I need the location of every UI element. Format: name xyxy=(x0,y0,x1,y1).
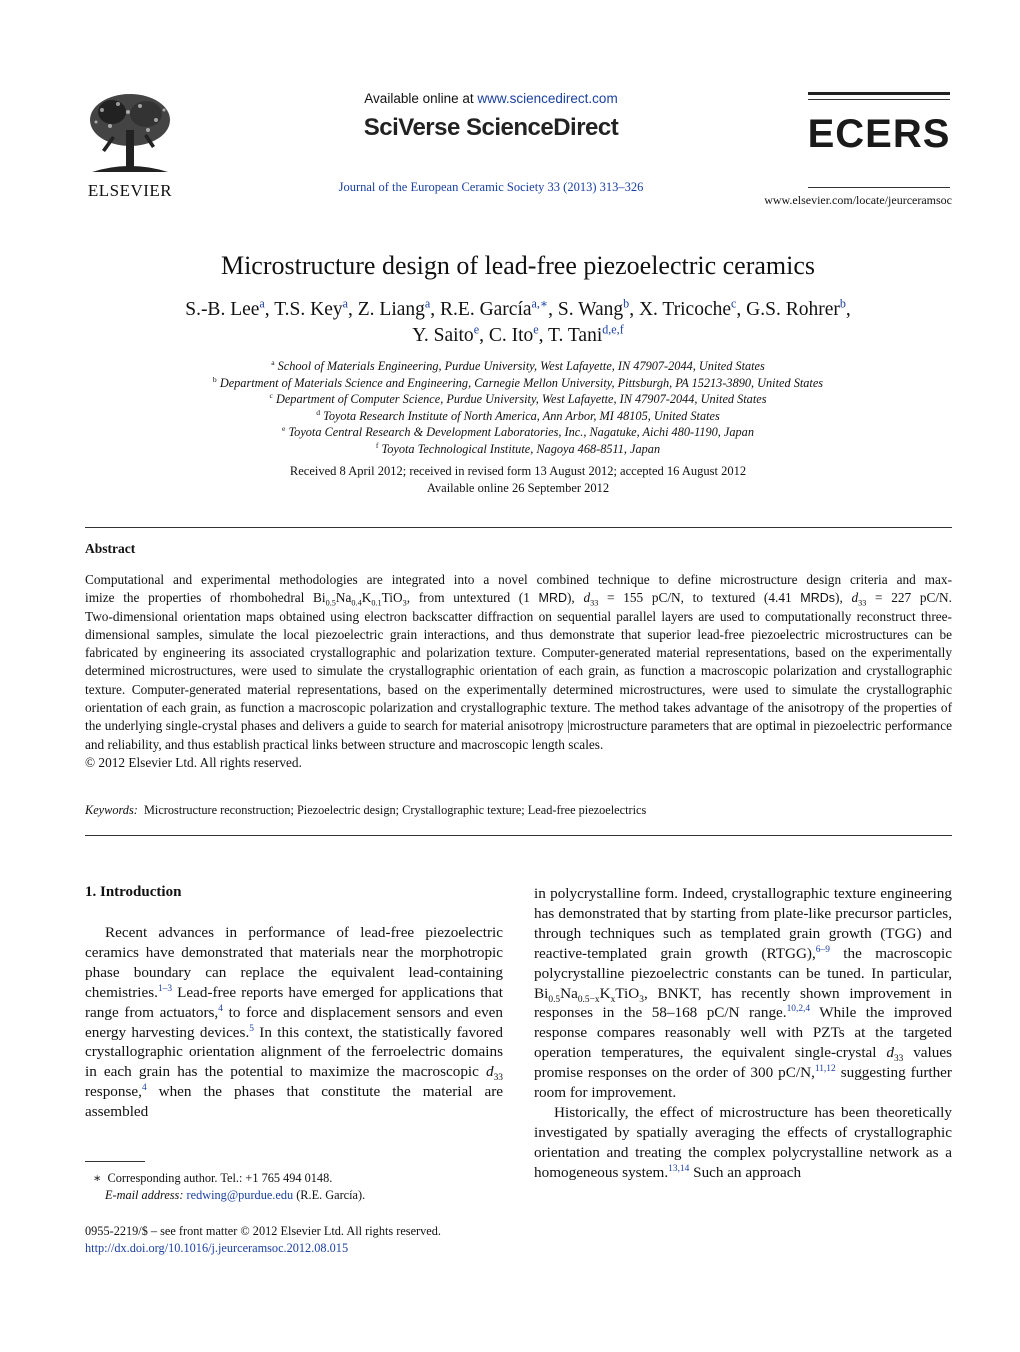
author: G.S. Rohrer$^b$, xyxy=(746,296,851,320)
affiliation: $^f$ Toyota Technological Institute, Nagoya 468-8511, Japan xyxy=(375,440,661,456)
citation-link[interactable]: 11,12 xyxy=(814,1064,836,1075)
author: T. Tani$^{d,e,f}$ xyxy=(548,322,624,346)
citation-link[interactable]: 4 xyxy=(141,1083,147,1094)
issn-line: 0955-2219/$ – see front matter © 2012 Elsevier Ltd. All rights reserved. xyxy=(85,1224,441,1238)
abstract-top-rule xyxy=(85,527,952,528)
available-online-date: Available online 26 September 2012 xyxy=(426,481,610,495)
ecers-logo: ECERS xyxy=(807,112,951,156)
author: C. Ito$^e$, xyxy=(488,322,544,346)
citation-link[interactable]: 10,2,4 xyxy=(786,1004,811,1015)
author: Y. Saito$^e$, xyxy=(412,322,484,346)
journal-url[interactable]: www.elsevier.com/locate/jeurceramsoc xyxy=(764,193,952,207)
keywords-text: Microstructure reconstruction; Piezoelectric design; Crystallographic texture; Lead-free piezoelectrics xyxy=(143,803,647,817)
affiliations xyxy=(60,358,976,458)
keywords-label: Keywords: xyxy=(85,803,138,817)
intro-paragraph-1: Recent advances in performance of lead-free piezoelectric ceramics have demonstrated that materials near the morphotropic phase boundary can replace the equivalent lead-containing chemistries.$^{1-3}$ Lead-free reports have emerged for applications that range from actuators,$^4$ to force and displacement sensors and even energy harvesting devices.$^5$ In this context, the statistically favored crystallographic orientation alignment of the ferroelectric domains in each grain has the potential to maximize the macroscopic $d_{33}$ response,$^4$ when the phases that constitute the material are assembled xyxy=(85,924,503,1121)
intro-heading: 1. Introduction xyxy=(85,884,182,900)
author: X. Tricoche$^c$, xyxy=(638,296,742,320)
available-prefix: Available online at xyxy=(364,91,478,106)
sciencedirect-link[interactable]: www.sciencedirect.com xyxy=(477,91,618,106)
affiliation: $^c$ Department of Computer Science, Purdue University, West Lafayette, IN 47907-2044, United States xyxy=(269,391,767,407)
author: S.-B. Lee$^a$, xyxy=(185,296,270,320)
journal-ref-link[interactable]: Journal of the European Ceramic Society 33 (2013) 313–326 xyxy=(338,180,644,194)
intro-left-column xyxy=(85,923,503,1128)
affiliation: $^a$ School of Materials Engineering, Purdue University, West Lafayette, IN 47907-2044, United States xyxy=(271,357,765,373)
abstract-paragraph: Two-dimensional orientation maps obtained using electron backscatter diffraction on sequential parallel layers are used to computationally reconstruct three-dimensional samples, simulate the local piezoelectric grain interactions, and thus demonstrate that superior lead-free piezoelectric microstructures can be fabricated by engineering its associated crystallographic and polarization texture. Computer-generated material representations, based on the experimentally determined microstructures, were used to simulate the crystallographic orientation of each grain, as function a macroscopic polarization and crystallographic texture. Computer-generated material representations, based on the experimentally determined microstructures, were used to simulate the crystallographic orientation of each grain, as function a macroscopic polarization and crystallographic texture. The method takes advantage of the anisotropy of the properties of the underlying single-crystal phases and delivers a guide to search for material anisotropy |microstructure parameters that are optimal in piezoelectric performance and reliability, and thus establish practical links between structure and macroscopic length scales. xyxy=(85,608,952,752)
affiliation: $^b$ Department of Materials Science and Engineering, Carnegie Mellon University, Pittsburgh, PA 15213-3890, United States xyxy=(212,374,824,390)
history-dates xyxy=(0,463,1020,497)
author-list xyxy=(100,297,936,349)
citation-link[interactable]: 1–3 xyxy=(157,983,173,994)
footnote xyxy=(93,1170,365,1203)
copyright: © 2012 Elsevier Ltd. All rights reserved. xyxy=(85,754,302,770)
affiliation: $^d$ Toyota Research Institute of North America, Ann Arbor, MI 48105, United States xyxy=(316,407,720,423)
abstract-bottom-rule xyxy=(85,835,952,836)
author: T.S. Key$^a$, xyxy=(274,296,353,320)
author: Z. Liang$^a$, xyxy=(357,296,436,320)
doi-link[interactable]: http://dx.doi.org/10.1016/j.jeurceramsoc.2012.08.015 xyxy=(85,1240,349,1255)
abstract-body xyxy=(85,571,952,772)
citation-link[interactable]: 5 xyxy=(249,1023,254,1034)
citation-link[interactable]: 4 xyxy=(218,1003,223,1014)
email-line: E-mail address: redwing@purdue.edu (R.E. García). xyxy=(105,1187,366,1202)
publisher-name: ELSEVIER xyxy=(87,181,173,200)
abstract-line: imize the properties of rhombohedral $Bi_{0.5}Na_{0.4}K_{0.1}TiO_3$, from untextured (1 MRD), $d_{33} = 155$ pC/N, to textured (4.41 MRDs), $d_{33} = 227$ pC/N. xyxy=(85,590,952,608)
author: S. Wang$^b$, xyxy=(557,296,635,320)
keywords xyxy=(85,803,952,818)
brand-top-rule xyxy=(808,92,950,95)
intro-right-column xyxy=(534,884,952,1204)
abstract-line: Computational and experimental methodologies are integrated into a novel combined technique to define microstructure design criteria and max- xyxy=(85,572,952,587)
email-link[interactable]: redwing@purdue.edu xyxy=(186,1187,294,1202)
author: R.E. García$^{a,∗}$, xyxy=(440,296,554,320)
footnote-rule xyxy=(85,1161,145,1162)
brand-bottom-rule xyxy=(808,187,950,188)
intro-paragraph-2: Historically, the effect of microstructure has been theoretically investigated by spatially averaging the effects of crystallographic orientation and treating the complex polycrystalline network as a homogeneous system.$^{13,14}$ Such an approach xyxy=(534,1103,952,1181)
page-footer xyxy=(85,1223,441,1257)
article-title: Microstructure design of lead-free piezoelectric ceramics xyxy=(220,251,816,280)
received-dates: Received 8 April 2012; received in revised form 13 August 2012; accepted 16 August 2012 xyxy=(289,464,747,478)
abstract-heading: Abstract xyxy=(85,541,136,556)
affiliation: $^e$ Toyota Central Research & Development Laboratories, Inc., Nagatuke, Aichi 480-1190, Japan xyxy=(282,424,754,440)
platform-logo: SciVerse ScienceDirect xyxy=(363,114,619,141)
brand-top-rule-2 xyxy=(808,99,950,100)
citation-link[interactable]: 13,14 xyxy=(668,1163,690,1174)
corresponding-author: ∗ Corresponding author. Tel.: +1 765 494 0148. xyxy=(93,1171,333,1185)
citation-link[interactable]: 6–9 xyxy=(815,944,830,955)
intro-paragraph-1-cont: in polycrystalline form. Indeed, crystallographic texture engineering has demonstrated that by starting from plate-like precursor particles, through techniques such as templated grain growth (TGG) and reactive-templated grain growth (RTGG),$^{6-9}$ the macroscopic polycrystalline piezoelectric constants can be tuned. In particular, $Bi_{0.5}Na_{0.5-x}K_xTiO_3$, BNKT, has recently shown improvement in responses in the 58–168 pC/N range.$^{10,2,4}$ While the improved response compares reasonably well with PZTs at the targeted operation temperatures, the equivalent single-crystal $d_{33}$ values promise responses on the order of 300 pC/N,$^{11,12}$ suggesting further room for improvement. xyxy=(534,885,952,1102)
